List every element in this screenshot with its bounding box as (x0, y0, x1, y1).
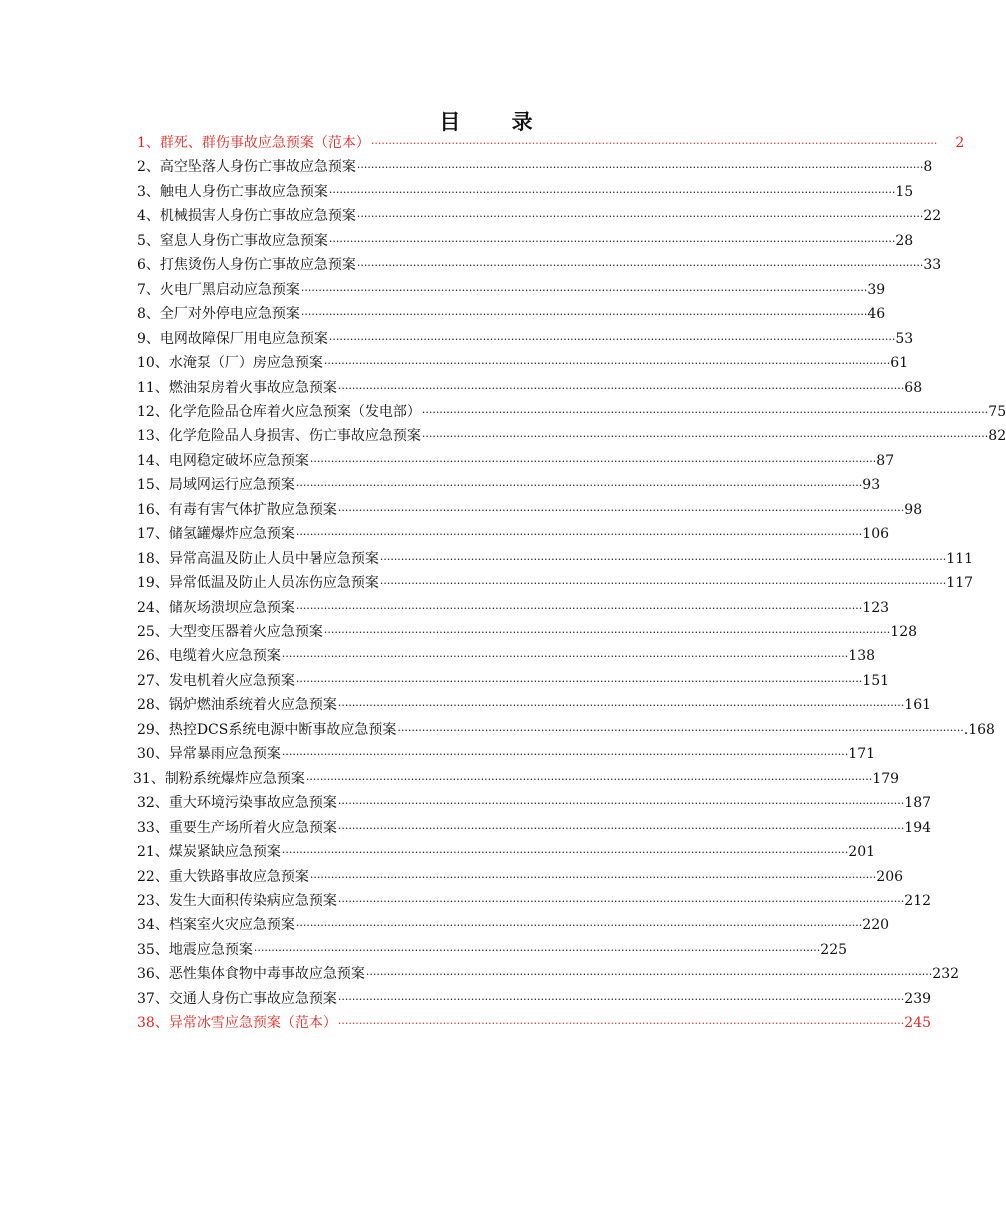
toc-entry[interactable] (137, 204, 942, 229)
toc-entry-page: 117 (946, 575, 974, 592)
toc-entry[interactable] (137, 180, 914, 205)
toc-dot-leader: ·································································································································································· (379, 552, 947, 566)
toc-dot-leader: ·································································································································································· (295, 919, 863, 933)
toc-dot-leader: ·································································································································································· (370, 137, 938, 150)
toc-entry[interactable] (137, 522, 890, 547)
toc-entry[interactable] (137, 253, 942, 278)
toc-dot-leader: ·································································································································································· (300, 283, 868, 297)
toc-entry-label: 30、异常暴雨应急预案 (137, 746, 281, 763)
toc-entry[interactable] (137, 131, 965, 156)
toc-entry[interactable] (137, 962, 960, 987)
toc-entry-label: 22、重大铁路事故应急预案 (137, 868, 309, 885)
toc-dot-leader: ·································································································································································· (305, 772, 873, 786)
toc-dot-leader: ·································································································································································· (253, 943, 821, 957)
toc-entry-label: 2、高空坠落人身伤亡事故应急预案 (137, 159, 356, 176)
toc-entry-page: 2 (955, 135, 965, 151)
toc-dot-leader: ·································································································································································· (397, 723, 964, 737)
toc-entry-page: 98 (904, 501, 923, 518)
toc-entry-label: 7、火电厂黑启动应急预案 (137, 281, 300, 298)
toc-entry[interactable] (137, 596, 890, 621)
toc-entry-page: 232 (932, 966, 960, 983)
toc-entry[interactable] (137, 229, 914, 254)
toc-entry-label: 29、热控DCS系统电源中断事故应急预案 (137, 721, 397, 738)
toc-entry[interactable] (137, 693, 932, 718)
toc-dot-leader: ·································································································································································· (281, 748, 849, 762)
toc-dot-leader: ·································································································································································· (328, 332, 896, 346)
toc-entry-page: 46 (867, 306, 886, 323)
toc-entry-page: 128 (890, 624, 918, 640)
toc-dot-leader: ·································································································································································· (421, 405, 989, 419)
toc-entry-page: 82 (988, 428, 1006, 445)
toc-entry-page: 123 (862, 599, 890, 616)
toc-dot-leader: ·································································································································································· (337, 821, 905, 835)
toc-entry[interactable] (137, 913, 890, 938)
toc-dot-leader: ·································································································································································· (328, 185, 896, 199)
toc-entry[interactable] (137, 644, 876, 669)
toc-dot-leader: ·································································································································································· (328, 234, 896, 248)
toc-entry-label: 18、异常高温及防止人员中暑应急预案 (137, 550, 379, 567)
toc-dot-leader: ·································································································································································· (365, 968, 933, 982)
toc-entry-page: 15 (895, 183, 914, 200)
toc-dot-leader: ·································································································································································· (281, 846, 849, 860)
toc-dot-leader: ·································································································································································· (337, 1017, 905, 1031)
toc-entry[interactable] (137, 571, 974, 596)
toc-entry-label: 32、重大环境污染事故应急预案 (137, 795, 337, 812)
toc-entry-page: 201 (848, 844, 876, 861)
toc-entry-page: 33 (923, 257, 942, 274)
toc-entry[interactable] (137, 1011, 932, 1036)
toc-entry-label: 4、机械损害人身伤亡事故应急预案 (137, 208, 356, 225)
toc-entry-label: 21、煤炭紧缺应急预案 (137, 844, 281, 861)
toc-entry-label: 16、有毒有害气体扩散应急预案 (137, 501, 337, 518)
toc-entry-label: 25、大型变压器着火应急预案 (137, 624, 323, 640)
toc-entry[interactable] (137, 547, 974, 572)
toc-dot-leader: ·································································································································································· (337, 699, 905, 713)
toc-dot-leader: ·································································································································································· (323, 357, 891, 371)
toc-entry-label: 11、燃油泵房着火事故应急预案 (137, 379, 337, 396)
toc-entry-label: 38、异常冰雪应急预案（范本） (137, 1015, 337, 1032)
toc-entry-label: 13、化学危险品人身损害、伤亡事故应急预案 (137, 428, 421, 445)
toc-entry[interactable] (137, 865, 904, 890)
toc-entry-label: 24、储灰场溃坝应急预案 (137, 599, 295, 616)
toc-entry-page: 179 (872, 770, 900, 787)
toc-entry-page: 245 (904, 1015, 932, 1032)
toc-dot-leader: ·································································································································································· (300, 308, 868, 322)
toc-entry[interactable] (137, 351, 909, 376)
toc-entry[interactable] (137, 400, 1006, 425)
toc-dot-leader: ·································································································································································· (295, 601, 863, 615)
toc-dot-leader: ·································································································································································· (295, 528, 863, 542)
toc-entry-label: 9、电网故障保厂用电应急预案 (137, 330, 328, 347)
toc-entry-page: 187 (904, 795, 932, 812)
toc-entry-label: 19、异常低温及防止人员冻伤应急预案 (137, 575, 379, 592)
toc-entry-label: 23、发生大面积传染病应急预案 (137, 892, 337, 909)
toc-dot-leader: ·································································································································································· (356, 161, 924, 175)
toc-dot-leader: ·································································································································································· (337, 797, 905, 811)
toc-entry[interactable] (137, 987, 932, 1012)
toc-entry-page: 212 (904, 892, 932, 909)
toc-entry[interactable] (137, 816, 932, 841)
toc-entry-page: 68 (904, 379, 923, 396)
toc-entry[interactable] (137, 498, 923, 523)
toc-dot-leader: ·································································································································································· (337, 894, 905, 908)
toc-entry-label: 17、储氢罐爆炸应急预案 (137, 526, 295, 543)
toc-entry-page: 194 (904, 819, 932, 836)
toc-entry-page: .168 (963, 721, 995, 738)
toc-entry-label: 14、电网稳定破坏应急预案 (137, 452, 309, 469)
toc-entry[interactable] (137, 718, 995, 743)
toc-entry-label: 15、局域网运行应急预案 (137, 477, 295, 494)
toc-dot-leader: ·································································································································································· (337, 992, 905, 1006)
toc-dot-leader: ·································································································································································· (337, 381, 905, 395)
page-title: 目 录 (439, 110, 555, 134)
toc-entry-page: 39 (867, 281, 886, 298)
toc-entry[interactable] (137, 620, 918, 645)
toc-entry[interactable] (137, 376, 923, 401)
toc-entry[interactable] (133, 767, 900, 792)
toc-entry[interactable] (137, 791, 932, 816)
toc-entry-page: 75 (988, 403, 1006, 420)
toc-entry-page: 61 (890, 355, 909, 372)
toc-entry-page: 206 (876, 868, 904, 885)
toc-entry-label: 6、打焦烫伤人身伤亡事故应急预案 (137, 257, 356, 274)
toc-entry[interactable] (137, 327, 914, 352)
toc-entry[interactable] (137, 889, 932, 914)
toc-entry-page: 22 (923, 208, 942, 225)
toc-entry-label: 10、水淹泵（厂）房应急预案 (137, 355, 323, 372)
toc-entry-page: 111 (946, 550, 974, 567)
toc-entry-page: 239 (904, 990, 932, 1007)
toc-entry-page: 53 (895, 330, 914, 347)
toc-entry-label: 1、群死、群伤事故应急预案（范本） (137, 135, 370, 151)
toc-dot-leader: ·································································································································································· (337, 503, 905, 517)
toc-entry-page: 138 (848, 648, 876, 665)
toc-entry-label: 36、恶性集体食物中毒事故应急预案 (137, 966, 365, 983)
toc-dot-leader: ·································································································································································· (295, 674, 863, 688)
toc-entry[interactable] (137, 278, 886, 303)
toc-entry-page: 161 (904, 697, 932, 714)
toc-dot-leader: ·································································································································································· (356, 259, 924, 273)
toc-entry-page: 225 (820, 941, 848, 958)
toc-entry[interactable] (137, 302, 886, 327)
toc-dot-leader: ·································································································································································· (356, 210, 924, 224)
toc-entry[interactable] (137, 473, 881, 498)
toc-entry[interactable] (137, 424, 1006, 449)
toc-entry-page: 171 (848, 746, 876, 763)
toc-entry-page: 220 (862, 917, 890, 934)
toc-entry-page: 8 (923, 159, 933, 176)
toc-entry[interactable] (137, 669, 890, 694)
toc-entry-label: 5、窒息人身伤亡事故应急预案 (137, 232, 328, 249)
toc-entry-label: 27、发电机着火应急预案 (137, 672, 295, 689)
toc-entry-label: 28、锅炉燃油系统着火应急预案 (137, 697, 337, 714)
toc-dot-leader: ·································································································································································· (281, 650, 849, 664)
toc-entry[interactable] (137, 742, 876, 767)
toc-dot-leader: ·································································································································································· (421, 430, 989, 444)
toc-entry-label: 26、电缆着火应急预案 (137, 648, 281, 665)
toc-entry-label: 3、触电人身伤亡事故应急预案 (137, 183, 328, 200)
toc-entry-label: 33、重要生产场所着火应急预案 (137, 819, 337, 836)
toc-entry-page: 28 (895, 232, 914, 249)
toc-entry-label: 8、全厂对外停电应急预案 (137, 306, 300, 323)
toc-entry[interactable] (137, 938, 848, 963)
toc-dot-leader: ·································································································································································· (323, 626, 891, 639)
toc-entry-page: 106 (862, 526, 890, 543)
toc-entry[interactable] (137, 840, 876, 865)
toc-entry[interactable] (137, 449, 895, 474)
toc-entry-label: 35、地震应急预案 (137, 941, 253, 958)
toc-entry-page: 151 (862, 672, 890, 689)
toc-entry-page: 87 (876, 452, 895, 469)
toc-dot-leader: ·································································································································································· (379, 577, 947, 591)
toc-entry-label: 37、交通人身伤亡事故应急预案 (137, 990, 337, 1007)
toc-entry-label: 12、化学危险品仓库着火应急预案（发电部） (137, 403, 421, 420)
toc-entry[interactable] (137, 155, 933, 180)
toc-entry-label: 34、档案室火灾应急预案 (137, 917, 295, 934)
toc-entry-page: 93 (862, 477, 881, 494)
toc-dot-leader: ·································································································································································· (295, 479, 863, 493)
toc-dot-leader: ·································································································································································· (309, 870, 877, 884)
toc-entry-label: 31、制粉系统爆炸应急预案 (133, 770, 305, 787)
toc-dot-leader: ·································································································································································· (309, 454, 877, 468)
